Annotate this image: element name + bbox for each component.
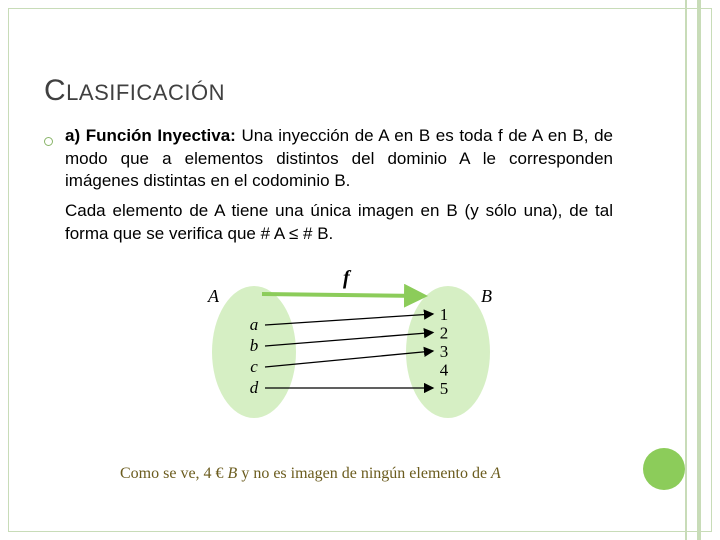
- definition-body: Una inyección de A en B es toda f de A en B, de modo que a elementos distintos del dominio A le corresponden imágenes distintas en el codominio B.: [65, 126, 613, 190]
- conclusion-note: Como se ve, 4 € B y no es imagen de ningún elemento de A: [120, 465, 501, 482]
- decorative-circle: [643, 448, 685, 490]
- domain-element-b: b: [249, 336, 259, 355]
- set-b-label: B: [481, 286, 492, 306]
- codomain-element-1: 1: [439, 305, 449, 324]
- domain-element-c: c: [250, 357, 258, 376]
- codomain-element-5: 5: [439, 379, 449, 398]
- function-label: f: [343, 267, 350, 289]
- codomain-element-4: 4: [439, 360, 449, 380]
- set-a-label: A: [208, 286, 219, 306]
- domain-element-d: d: [249, 378, 259, 397]
- codomain-element-2: 2: [439, 323, 449, 343]
- codomain-element-3: 3: [439, 342, 449, 361]
- definition-term: a) Función Inyectiva:: [65, 126, 236, 145]
- paragraph-explanation: Cada elemento de A tiene una única imagen en B (y sólo una), de tal forma que se verifica que # A ≤ # B.: [65, 201, 613, 243]
- domain-element-a: a: [249, 315, 259, 334]
- function-arrow: [262, 294, 424, 296]
- slide-title: CLASIFICACIÓN: [44, 74, 225, 107]
